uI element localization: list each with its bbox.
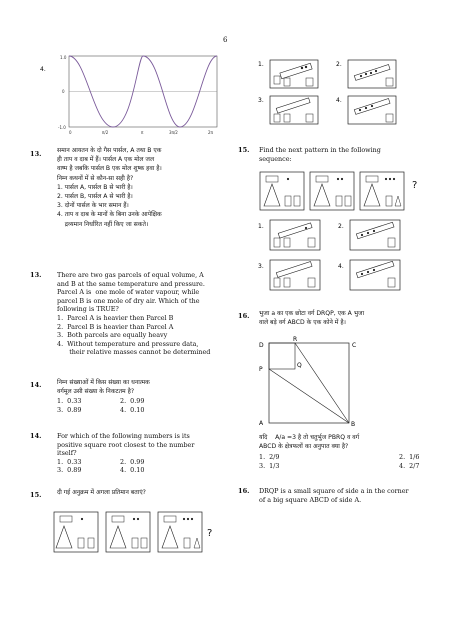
vertex-label-p: P <box>259 366 263 373</box>
q15-en-block <box>259 146 434 163</box>
q14-hi-option: 4. 0.10 <box>120 405 145 414</box>
graph-ytick: 1.0 <box>60 55 67 60</box>
q15-en-question-mark: ? <box>412 180 418 191</box>
q13-en-number: 13. <box>30 271 42 279</box>
q14-hi-option: 1. 0.33 <box>57 397 82 405</box>
plank-shape <box>354 65 390 81</box>
q15-en-number: 15. <box>238 146 250 154</box>
q13-en-line: and B at the same temperature and pressure. <box>57 279 205 288</box>
q15-hi-sequence-figure <box>52 510 222 554</box>
option-label: 1. <box>258 223 264 230</box>
q16-hi-options <box>259 453 434 470</box>
cosine-graph <box>40 52 220 136</box>
q15-hi-text: दी गई अनुक्रम में अगला प्रतिमान बताएं? <box>57 489 146 496</box>
q13-en-option: 2. Parcel B is heavier than Parcel A <box>57 322 174 331</box>
q16-hi-block <box>259 309 439 327</box>
q13-en-line: There are two gas parcels of equal volume, A <box>57 271 204 279</box>
top-figure-options <box>258 58 408 130</box>
q13-hi-option: 4. ताप व दाब के मानों के बिना उनके आपेक्षिक <box>57 211 162 219</box>
plank-shape <box>276 98 310 113</box>
q16-en-line: of a big square ABCD of side A. <box>259 495 362 504</box>
option-3-box <box>270 96 318 124</box>
q16-hi-number: 16. <box>238 312 250 320</box>
q14-hi-option: 2. 0.99 <box>120 397 145 405</box>
q13-hi-line: ही ताप व दाब में हैं। पार्सल A एक मोल जल <box>57 156 155 164</box>
q14-en-option: 4. 0.10 <box>120 466 145 475</box>
q16-hi-option: 2. 1/6 <box>399 453 420 461</box>
graph-xtick: 3π/2 <box>169 130 178 135</box>
option-2-box <box>348 60 396 88</box>
q16-en-block <box>259 487 444 504</box>
top-options-figure <box>258 58 408 126</box>
option-label: 3. <box>258 97 264 104</box>
graph-ytick: 0 <box>62 89 65 94</box>
q14-en-option: 1. 0.33 <box>57 457 82 466</box>
option-label: 2. <box>338 223 344 230</box>
q16-hi-option: 4. 2/7 <box>399 461 420 470</box>
line-pb <box>269 369 349 423</box>
option-label: 4. <box>336 97 342 104</box>
graph-xtick: π/2 <box>102 130 109 135</box>
q13-hi-line: समान आयतन के दो गैस पार्सल, A तथा B एक <box>57 147 162 154</box>
line-rb <box>295 343 349 423</box>
graph-xtick: 2π <box>208 130 213 135</box>
q16-en-number: 16. <box>238 487 250 495</box>
q14-hi-option: 3. 0.89 <box>57 405 82 414</box>
q16-hi-bottom-line: ABCD के क्षेत्रफलों का अनुपात क्या है? <box>259 443 349 451</box>
q13-en-block <box>57 271 232 357</box>
plank-shape <box>280 63 312 79</box>
q14-hi-number: 14. <box>30 381 42 389</box>
q14-en-line: itself? <box>57 449 77 458</box>
vertex-label-a: A <box>259 420 264 427</box>
vertex-label-q: Q <box>297 362 302 369</box>
q13-en-option: 4. Without temperature and pressure data, <box>57 339 199 348</box>
q16-hi-line: वाले बड़े वर्ग ABCD के एक कोने में है। <box>259 319 346 327</box>
q13-en-line: following is TRUE? <box>57 305 119 314</box>
page-number: 6 <box>223 36 228 44</box>
q15-hi-number: 15. <box>30 491 42 499</box>
square-diagram <box>255 335 375 427</box>
vertex-label-c: C <box>352 342 357 349</box>
q13-hi-block <box>57 146 227 229</box>
graph-label: 4. <box>40 66 46 73</box>
vertex-label-b: B <box>351 421 356 427</box>
q14-hi-line: वर्गमूल उसी संख्या के निकटतम है? <box>57 388 135 396</box>
q16-hi-option: 3. 1/3 <box>259 461 280 470</box>
option-label: 4. <box>338 263 344 270</box>
q15-hi-question-mark: ? <box>207 528 213 539</box>
q14-en-block <box>57 432 232 475</box>
q13-hi-option: 2. पार्सल B, पार्सल A से भारी है। <box>57 193 133 201</box>
option-label: 2. <box>336 61 342 68</box>
q13-hi-line: निम्न कथनों में से कौन-सा सही है? <box>57 174 134 182</box>
q13-hi-line: वाष्प है जबकि पार्सल B एक मोल शुष्क हवा है। <box>57 165 162 173</box>
q15-en-line: sequence: <box>259 154 292 163</box>
q14-en-line: positive square root closest to the number <box>57 440 195 449</box>
graph-ytick: -1.0 <box>58 125 66 130</box>
q14-hi-block <box>57 378 227 396</box>
q16-en-line: DRQP is a small square of side a in the corner <box>259 487 409 495</box>
q13-hi-option: द्रव्यमान निर्धारित नहीं किए जा सकते। <box>57 220 149 228</box>
q14-hi-options <box>57 397 207 414</box>
q13-en-option: 3. Both parcels are equally heavy <box>57 331 168 340</box>
q16-hi-line: भुजा a का एक छोटा वर्ग DRQP, एक A भुजा <box>259 310 365 317</box>
q13-hi-option: 1. पार्सल A, पार्सल B से भारी है। <box>57 183 133 191</box>
option-label: 1. <box>258 61 264 68</box>
q15-en-sequence-figure <box>258 170 418 304</box>
q16-hi-option: 1. 2/9 <box>259 453 280 461</box>
small-square <box>269 343 295 369</box>
q14-hi-line: निम्न संख्याओं में किस संख्या का धनात्मक <box>57 379 150 386</box>
q15-en-line: Find the next pattern in the following <box>259 146 381 154</box>
q13-en-option: their relative masses cannot be determined <box>57 348 211 357</box>
q13-en-option: 1. Parcel A is heavier then Parcel B <box>57 313 174 322</box>
q14-en-line: For which of the following numbers is its <box>57 432 190 440</box>
vertex-label-r: R <box>293 336 298 343</box>
graph-xtick: 0 <box>69 130 72 135</box>
q16-hi-bottom <box>259 433 444 451</box>
q14-en-number: 14. <box>30 432 42 440</box>
graph-xtick: π <box>141 130 144 135</box>
big-square <box>269 343 349 423</box>
q13-en-line: Parcel A is one mole of water vapour, while <box>57 288 200 297</box>
q14-en-option: 2. 0.99 <box>120 457 145 466</box>
q16-hi-bottom-line: यदि A/a =3 है तो चतुर्भुज PBRQ व वर्ग <box>259 434 360 441</box>
option-label: 3. <box>258 263 264 270</box>
vertex-label-d: D <box>259 342 264 349</box>
q14-en-option: 3. 0.89 <box>57 466 82 475</box>
q13-hi-number: 13. <box>30 150 42 158</box>
q13-en-line: parcel B is one mole of dry air. Which of the <box>57 296 200 305</box>
q13-hi-option: 3. दोनों पार्सल के भार समान हैं। <box>57 202 129 210</box>
